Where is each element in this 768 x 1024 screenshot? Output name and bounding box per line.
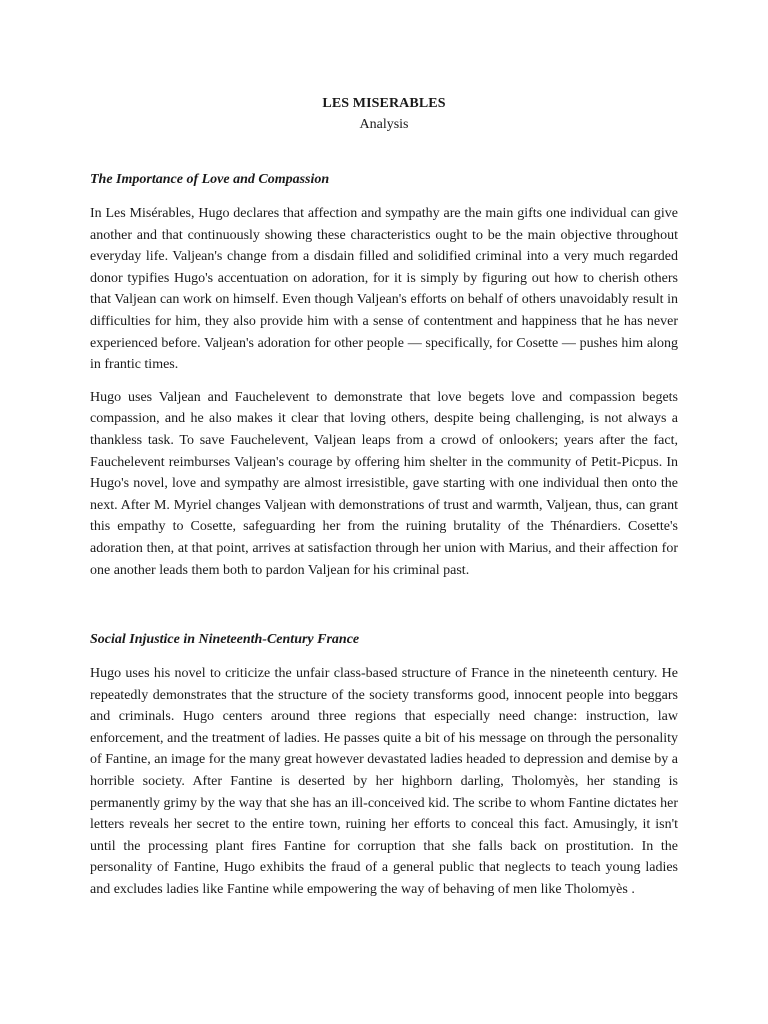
document-title: LES MISERABLES — [322, 96, 446, 111]
document-subtitle: Analysis — [359, 117, 409, 132]
paragraph: In Les Misérables, Hugo declares that affection and sympathy are the main gifts one individual can give another and that continuously showing these characteristics ought to be the main objective throughout everyday life. Valjean's change from a disdain filled and solidified criminal into a very much regarded donor typifies Hugo's accentuation on adoration, for it is simply by figuring out how to cherish others that Valjean can work on himself. Even though Valjean's efforts on behalf of others unavoidably result in difficulties for him, they also provide him with a sense of contentment and happiness that he has never experienced before. Valjean's adoration for other people — specifically, for Cosette — pushes him along in frantic times. — [90, 206, 678, 373]
paragraph: Hugo uses his novel to criticize the unfair class-based structure of France in the nineteenth century. He repeatedly demonstrates that the structure of the society transforms good, innocent people into beggars and criminals. Hugo centers around three regions that especially need change: instruction, law enforcement, and the treatment of ladies. He passes quite a bit of his message on through the personality of Fantine, an image for the many great however devastated ladies headed to depression and demise by a horrible society. After Fantine is deserted by her highborn darling, Tholomyès, her standing is permanently grimy by the way that she has an ill-conceived kid. The scribe to whom Fantine dictates her letters reveals her secret to the entire town, ruining her efforts to conceal this fact. Amusingly, it isn't until the processing plant fires Fantine for corruption that she falls back on prostitution. In the personality of Fantine, Hugo exhibits the fraud of a general public that neglects to teach young ladies and excludes ladies like Fantine while empowering the way of behaving of men like Tholomyès . — [90, 666, 678, 898]
section-heading-love-compassion: The Importance of Love and Compassion — [90, 172, 330, 187]
section-heading-social-injustice: Social Injustice in Nineteenth-Century France — [90, 632, 360, 648]
paragraph: Hugo uses Valjean and Fauchelevent to demonstrate that love begets love and compassion begets compassion, and he also makes it clear that loving others, despite being challenging, is not always a thankless task. To save Fauchelevent, Valjean leaps from a crowd of onlookers; years after the fact, Fauchelevent reimburses Valjean's courage by offering him shelter in the community of Petit-Picpus. In Hugo's novel, love and sympathy are almost irresistible, gave starting with one individual then onto the next. After M. Myriel changes Valjean with demonstrations of trust and warmth, Valjean, thus, can grant this empathy to Cosette, safeguarding her from the ruining brutality of the Thénardiers. Cosette's adoration then, at that point, arrives at satisfaction through her union with Marius, and their affection for one another leads them both to pardon Valjean for his criminal past. — [90, 389, 678, 578]
